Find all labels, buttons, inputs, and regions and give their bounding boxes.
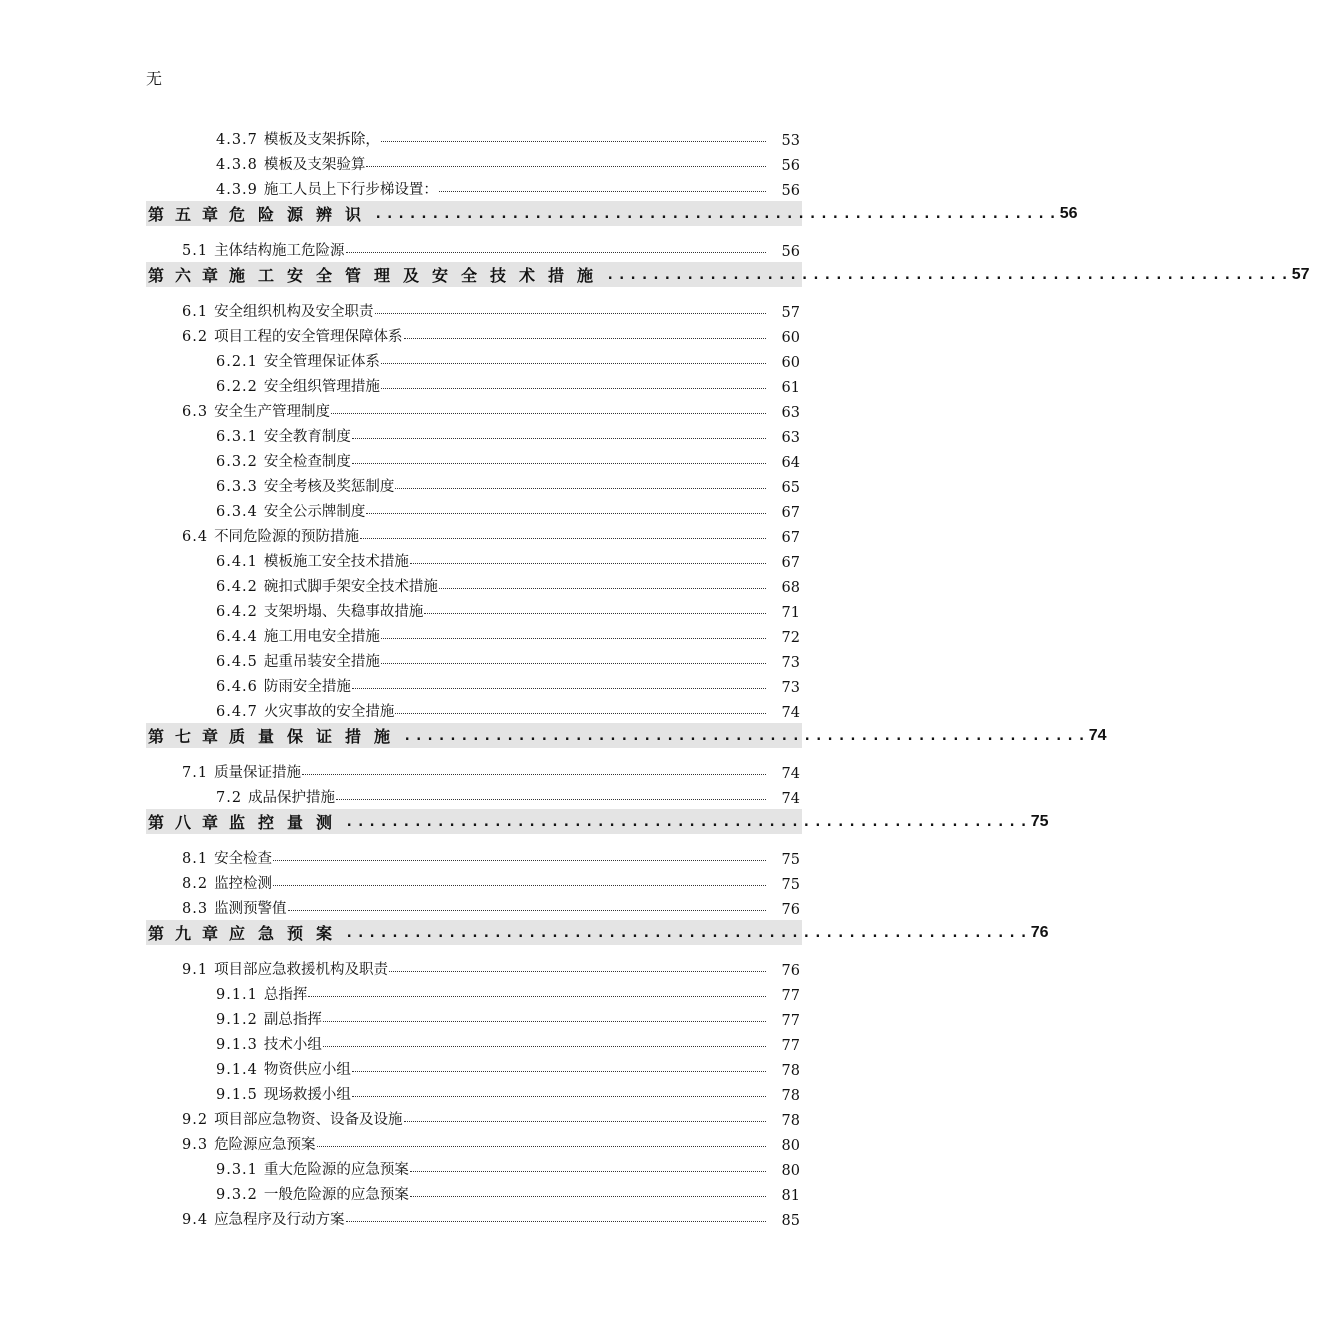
section-number: 7.1	[182, 765, 209, 781]
dot-leader: ............................................................	[345, 924, 1031, 941]
section-title: 项目工程的安全管理保障体系	[214, 329, 403, 345]
page-number: 75	[1030, 812, 1049, 830]
chapter-number: 第五章	[148, 205, 230, 224]
entry-label	[182, 1108, 403, 1129]
entry-label	[182, 847, 272, 868]
toc-subsection-entry[interactable]	[146, 371, 802, 396]
entry-label	[216, 1033, 322, 1054]
dot-leader	[375, 313, 766, 314]
dot-leader	[395, 713, 766, 714]
toc-section-entry[interactable]	[146, 1129, 802, 1154]
toc-chapter-heading[interactable]	[146, 201, 1078, 226]
section-number: 9.2	[182, 1112, 209, 1128]
section-title: 主体结构施工危险源	[214, 243, 345, 259]
entry-label	[216, 675, 351, 696]
section-title: 技术小组	[263, 1037, 322, 1053]
entry-label	[182, 325, 403, 346]
section-number: 4.3.8	[216, 157, 258, 173]
page-number: 80	[781, 1138, 800, 1154]
toc-subsection-entry[interactable]	[146, 174, 802, 199]
chapter-title: 应急预案	[229, 924, 346, 943]
section-title: 模板及支架验算	[263, 157, 366, 173]
section-title: 安全组织机构及安全职责	[214, 304, 374, 320]
section-title: 模板及支架拆除，	[263, 132, 380, 148]
toc-section-entry[interactable]	[146, 521, 802, 546]
entry-label	[216, 500, 365, 521]
page-number: 81	[781, 1188, 800, 1204]
chapter-number: 第九章	[148, 924, 230, 943]
section-number: 9.1.1	[216, 987, 258, 1003]
entry-label	[216, 1058, 351, 1079]
dot-leader	[439, 588, 766, 589]
dot-leader	[352, 688, 766, 689]
section-title: 总指挥	[263, 987, 308, 1003]
toc-subsection-entry[interactable]	[146, 621, 802, 646]
section-number: 6.4	[182, 529, 209, 545]
page-number: 77	[781, 1038, 800, 1054]
toc-subsection-entry[interactable]	[146, 1054, 802, 1079]
page-number: 63	[781, 405, 800, 421]
page-number: 64	[781, 455, 800, 471]
entry-label	[216, 128, 380, 149]
chapter-title: 危险源辨识	[229, 205, 375, 224]
entry-label	[216, 1008, 322, 1029]
section-title: 碗扣式脚手架安全技术措施	[263, 579, 438, 595]
section-number: 6.1	[182, 304, 209, 320]
dot-leader	[389, 971, 766, 972]
entry-label	[216, 786, 335, 807]
dot-leader	[404, 1121, 766, 1122]
entry-label	[216, 475, 394, 496]
entry-label	[182, 300, 374, 321]
toc-subsection-entry[interactable]	[146, 1154, 802, 1179]
dot-leader	[273, 885, 766, 886]
dot-leader	[302, 774, 766, 775]
dot-leader	[352, 1071, 766, 1072]
page-number: 77	[781, 988, 800, 1004]
section-title: 安全检查制度	[263, 454, 351, 470]
chapter-number: 第八章	[148, 813, 230, 832]
chapter-title: 监控量测	[229, 813, 346, 832]
section-number: 8.3	[182, 901, 209, 917]
dot-leader	[273, 860, 766, 861]
dot-leader	[331, 413, 766, 414]
dot-leader	[352, 1096, 766, 1097]
entry-label	[216, 650, 380, 671]
page-number: 72	[781, 630, 800, 646]
dot-leader	[381, 363, 766, 364]
section-title: 火灾事故的安全措施	[263, 704, 395, 720]
dot-leader	[410, 1196, 766, 1197]
chapter-title: 施工安全管理及安全技术措施	[229, 266, 607, 285]
section-number: 9.3	[182, 1137, 209, 1153]
dot-leader	[381, 638, 766, 639]
entry-label	[182, 1133, 316, 1154]
page-number: 77	[781, 1013, 800, 1029]
dot-leader	[381, 141, 766, 142]
page-number: 74	[781, 766, 800, 782]
dot-leader: ............................................................	[403, 727, 1089, 744]
toc-section-entry[interactable]	[146, 235, 802, 260]
page-number: 75	[781, 877, 800, 893]
section-title: 质量保证措施	[214, 765, 302, 781]
entry-label	[216, 700, 394, 721]
entry-label	[216, 375, 380, 396]
toc-subsection-entry[interactable]	[146, 1004, 802, 1029]
toc-subsection-entry[interactable]	[146, 546, 802, 571]
toc-subsection-entry[interactable]	[146, 671, 802, 696]
page-number: 71	[781, 605, 800, 621]
toc-section-entry[interactable]	[146, 868, 802, 893]
section-number: 6.4.5	[216, 654, 258, 670]
entry-label	[216, 1158, 409, 1179]
page-number: 67	[781, 555, 800, 571]
page-number: 76	[781, 902, 800, 918]
entry-label	[216, 425, 351, 446]
toc-subsection-entry[interactable]	[146, 1029, 802, 1054]
toc-section-entry[interactable]	[146, 893, 802, 918]
page-number: 73	[781, 680, 800, 696]
section-title: 物资供应小组	[263, 1062, 351, 1078]
toc-subsection-entry[interactable]	[146, 571, 802, 596]
toc-subsection-entry[interactable]	[146, 471, 802, 496]
section-number: 9.1.3	[216, 1037, 258, 1053]
entry-label	[216, 1083, 351, 1104]
page-number: 78	[781, 1113, 800, 1129]
section-number: 6.4.6	[216, 679, 258, 695]
page-number: 76	[781, 963, 800, 979]
page-number: 67	[781, 505, 800, 521]
section-title: 防雨安全措施	[263, 679, 351, 695]
toc-section-entry[interactable]	[146, 1104, 802, 1129]
entry-label	[216, 350, 380, 371]
dot-leader: ............................................................	[374, 205, 1060, 222]
toc-section-entry[interactable]	[146, 321, 802, 346]
toc-section-entry[interactable]	[146, 843, 802, 868]
page-number: 57	[781, 305, 800, 321]
dot-leader: ............................................................	[345, 813, 1031, 830]
section-title: 安全公示牌制度	[263, 504, 366, 520]
entry-label	[182, 1208, 345, 1229]
section-number: 6.3.2	[216, 454, 258, 470]
dot-leader	[381, 388, 766, 389]
dot-leader	[366, 166, 766, 167]
entry-label	[182, 958, 388, 979]
toc-subsection-entry[interactable]	[146, 496, 802, 521]
page-number: 75	[781, 852, 800, 868]
section-title: 项目部应急救援机构及职责	[214, 962, 389, 978]
page-number: 56	[781, 158, 800, 174]
toc-subsection-entry[interactable]	[146, 446, 802, 471]
section-number: 6.4.2	[216, 604, 258, 620]
toc-subsection-entry[interactable]	[146, 696, 802, 721]
section-number: 6.2.2	[216, 379, 258, 395]
page-number: 56	[781, 244, 800, 260]
entry-label	[182, 761, 301, 782]
toc-subsection-entry[interactable]	[146, 1079, 802, 1104]
dot-leader	[381, 663, 766, 664]
toc-subsection-entry[interactable]	[146, 421, 802, 446]
section-number: 9.1	[182, 962, 209, 978]
section-title: 监测预警值	[214, 901, 287, 917]
section-number: 9.4	[182, 1212, 209, 1228]
chapter-title: 质量保证措施	[229, 727, 404, 746]
toc-section-entry[interactable]	[146, 1204, 802, 1229]
section-title: 危险源应急预案	[214, 1137, 316, 1153]
toc-section-entry[interactable]	[146, 296, 802, 321]
dot-leader: ............................................................	[606, 266, 1292, 283]
toc-chapter-heading[interactable]	[146, 809, 1049, 834]
page-number: 57	[1291, 265, 1310, 283]
toc-subsection-entry[interactable]	[146, 782, 802, 807]
toc-subsection-entry[interactable]	[146, 979, 802, 1004]
section-number: 6.3	[182, 404, 209, 420]
entry-label	[216, 600, 423, 621]
section-title: 重大危险源的应急预案	[263, 1162, 409, 1178]
section-title: 不同危险源的预防措施	[214, 529, 360, 545]
toc-chapter-heading[interactable]	[146, 723, 1107, 748]
dot-leader	[424, 613, 766, 614]
toc-subsection-entry[interactable]	[146, 124, 802, 149]
page-number: 56	[1059, 204, 1078, 222]
section-title: 支架坍塌、失稳事故措施	[263, 604, 424, 620]
page-number: 60	[781, 330, 800, 346]
page-number: 63	[781, 430, 800, 446]
entry-label	[216, 1183, 409, 1204]
page-number: 80	[781, 1163, 800, 1179]
section-number: 9.3.1	[216, 1162, 258, 1178]
toc-subsection-entry[interactable]	[146, 346, 802, 371]
dot-leader	[323, 1021, 766, 1022]
dot-leader	[323, 1046, 766, 1047]
section-number: 5.1	[182, 243, 209, 259]
page-number: 73	[781, 655, 800, 671]
dot-leader	[346, 1221, 766, 1222]
page-number: 74	[781, 791, 800, 807]
section-number: 6.2	[182, 329, 209, 345]
dot-leader	[395, 488, 766, 489]
dot-leader	[308, 996, 766, 997]
entry-label	[216, 178, 438, 199]
entry-label	[182, 239, 345, 260]
page-number: 67	[781, 530, 800, 546]
entry-label	[216, 625, 380, 646]
section-title: 应急程序及行动方案	[214, 1212, 345, 1228]
section-title: 安全管理保证体系	[263, 354, 380, 370]
toc-subsection-entry[interactable]	[146, 1179, 802, 1204]
toc-section-entry[interactable]	[146, 757, 802, 782]
section-title: 安全教育制度	[263, 429, 351, 445]
section-number: 6.3.1	[216, 429, 258, 445]
page-number: 78	[781, 1088, 800, 1104]
dot-leader	[288, 910, 766, 911]
entry-label	[216, 575, 438, 596]
section-title: 一般危险源的应急预案	[263, 1187, 409, 1203]
dot-leader	[336, 799, 766, 800]
dot-leader	[404, 338, 766, 339]
page-number: 65	[781, 480, 800, 496]
dot-leader	[439, 191, 766, 192]
dot-leader	[317, 1146, 766, 1147]
toc-subsection-entry[interactable]	[146, 646, 802, 671]
section-title: 模板施工安全技术措施	[263, 554, 409, 570]
page-number: 74	[1088, 726, 1107, 744]
entry-label	[182, 400, 330, 421]
section-number: 4.3.7	[216, 132, 258, 148]
page-number: 60	[781, 355, 800, 371]
section-number: 7.2	[216, 790, 243, 806]
section-title: 施工用电安全措施	[263, 629, 380, 645]
toc-chapter-heading[interactable]	[146, 920, 1049, 945]
dot-leader	[352, 438, 766, 439]
section-number: 9.3.2	[216, 1187, 258, 1203]
section-title: 项目部应急物资、设备及设施	[214, 1112, 403, 1128]
entry-label	[182, 897, 287, 918]
entry-label	[216, 550, 409, 571]
toc-subsection-entry[interactable]	[146, 596, 802, 621]
page-number: 74	[781, 705, 800, 721]
section-title: 副总指挥	[263, 1012, 322, 1028]
page-number: 85	[781, 1213, 800, 1229]
section-number: 6.4.7	[216, 704, 258, 720]
section-number: 6.2.1	[216, 354, 258, 370]
page-number: 68	[781, 580, 800, 596]
dot-leader	[346, 252, 766, 253]
section-title: 安全考核及奖惩制度	[263, 479, 395, 495]
section-title: 安全生产管理制度	[214, 404, 331, 420]
chapter-number: 第七章	[148, 727, 230, 746]
section-number: 8.1	[182, 851, 209, 867]
header-mark: 无	[146, 69, 163, 88]
dot-leader	[410, 563, 766, 564]
section-number: 9.1.5	[216, 1087, 258, 1103]
section-title: 起重吊装安全措施	[263, 654, 380, 670]
section-title: 现场救援小组	[263, 1087, 351, 1103]
page-number: 61	[781, 380, 800, 396]
toc-chapter-heading[interactable]	[146, 262, 1310, 287]
section-number: 4.3.9	[216, 182, 258, 198]
dot-leader	[366, 513, 766, 514]
section-number: 9.1.4	[216, 1062, 258, 1078]
entry-label	[216, 983, 307, 1004]
section-number: 6.3.4	[216, 504, 258, 520]
page-number: 76	[1030, 923, 1049, 941]
section-title: 成品保护措施	[248, 790, 336, 806]
section-number: 8.2	[182, 876, 209, 892]
dot-leader	[410, 1171, 766, 1172]
toc-subsection-entry[interactable]	[146, 149, 802, 174]
section-title: 安全组织管理措施	[263, 379, 380, 395]
section-number: 6.4.1	[216, 554, 258, 570]
section-number: 6.3.3	[216, 479, 258, 495]
section-number: 6.4.2	[216, 579, 258, 595]
table-of-contents	[146, 124, 1310, 1229]
section-title: 施工人员上下行步梯设置：	[263, 182, 438, 198]
section-title: 监控检测	[214, 876, 273, 892]
dot-leader	[360, 538, 766, 539]
section-number: 6.4.4	[216, 629, 258, 645]
dot-leader	[352, 463, 766, 464]
entry-label	[182, 872, 272, 893]
page-number: 78	[781, 1063, 800, 1079]
section-title: 安全检查	[214, 851, 273, 867]
toc-section-entry[interactable]	[146, 954, 802, 979]
page-number: 56	[781, 183, 800, 199]
section-number: 9.1.2	[216, 1012, 258, 1028]
toc-section-entry[interactable]	[146, 396, 802, 421]
entry-label	[216, 153, 365, 174]
entry-label	[182, 525, 359, 546]
entry-label	[216, 450, 351, 471]
page-number: 53	[781, 133, 800, 149]
chapter-number: 第六章	[148, 266, 230, 285]
